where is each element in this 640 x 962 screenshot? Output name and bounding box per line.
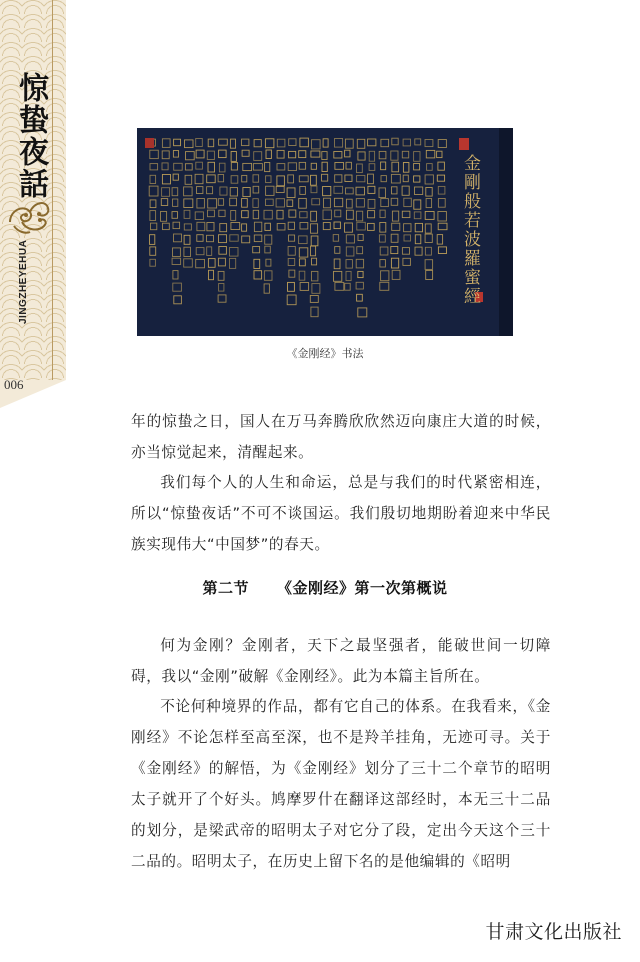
red-seal-icon bbox=[145, 138, 154, 148]
figure-caption: 《金刚经》书法 bbox=[286, 347, 364, 360]
paragraph-3: 何为金刚？金刚者，天下之最坚强者，能破世间一切障碍，我以“金刚”破解《金刚经》。此为本篇主旨所在。 bbox=[131, 637, 551, 685]
side-banner bbox=[0, 0, 66, 380]
calligraphy-image bbox=[137, 128, 513, 336]
scroll-title: 金剛般若波羅蜜經 bbox=[460, 154, 480, 306]
paragraph-4: 不论何种境界的作品，都有它自己的体系。在我看来，《金刚经》不论怎样至高至深，也不是羚羊挂角，无迹可寻。关于《金刚经》的解悟，为《金刚经》划分了三十二个章节的昭明太子就开了个好头。鸠摩罗什在翻译这部经时，本无三十二品的划分，是梁武帝的昭明太子对它分了段，定出今天这个三十二品的。昭明太子，在历史上留下名的是他编辑的《昭明 bbox=[131, 698, 551, 870]
flourish-ornament-icon bbox=[4, 192, 52, 238]
section-number: 第二节 bbox=[202, 579, 249, 597]
publisher-name: 甘肃文化出版社 bbox=[485, 921, 622, 943]
section-title: 《金刚经》第一次第概说 bbox=[277, 579, 448, 597]
paragraph-2: 我们每个人的人生和命运，总是与我们的时代紧密相连，所以“惊蛰夜话”不可不谈国运。我们殷切地期盼着迎来中华民族实现伟大“中国梦”的春天。 bbox=[131, 474, 551, 553]
section-heading bbox=[0, 577, 640, 598]
book-title-vertical: 惊蛰夜話 bbox=[13, 72, 48, 200]
red-seal-icon bbox=[459, 138, 469, 150]
banner-rule bbox=[52, 0, 53, 380]
book-title-pinyin: JINGZHEYEHUA bbox=[18, 239, 29, 324]
paragraph-1: 年的惊蛰之日，国人在万马奔腾欣欣然迈向康庄大道的时候，亦当惊觉起来，清醒起来。 bbox=[131, 413, 551, 461]
page-number: 006 bbox=[4, 377, 24, 392]
